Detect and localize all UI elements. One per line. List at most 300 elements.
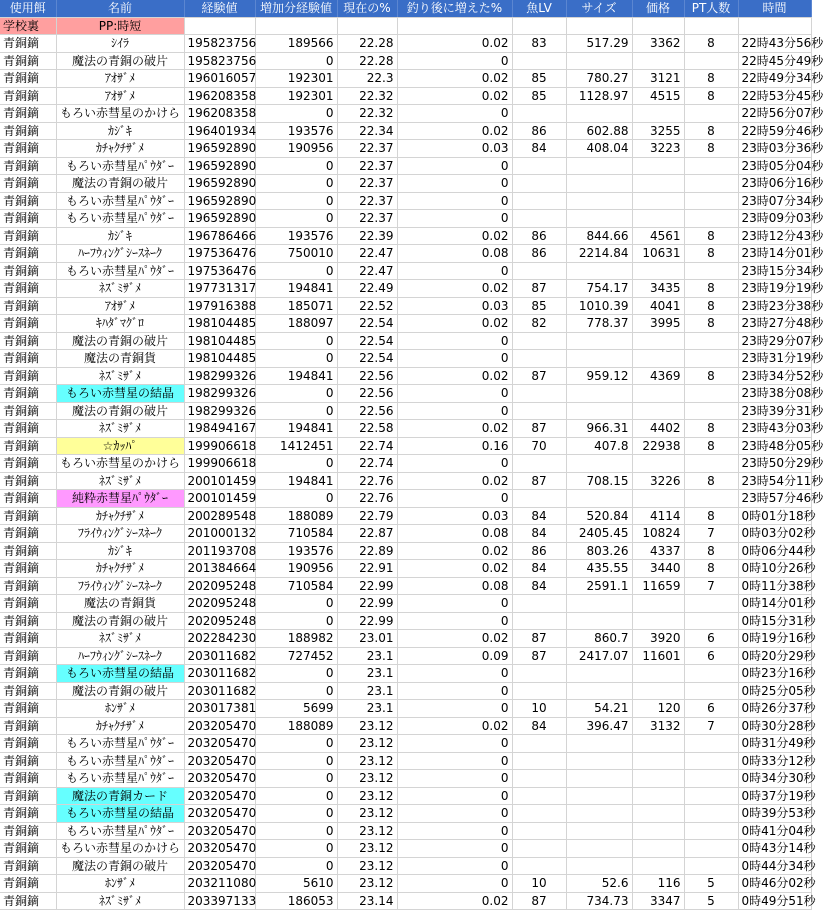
table-cell: 22.47	[337, 245, 397, 263]
table-cell: 3226	[632, 472, 684, 490]
table-cell: 54.21	[566, 700, 632, 718]
table-cell: 23.1	[337, 700, 397, 718]
table-cell: 0時26分37秒	[738, 700, 811, 718]
table-cell: 197536476	[184, 245, 255, 263]
table-cell	[512, 350, 566, 368]
table-cell: 5610	[255, 875, 337, 893]
table-cell: 青銅鏑	[0, 560, 56, 578]
table-cell: 85	[512, 87, 566, 105]
table-cell: 23.12	[337, 735, 397, 753]
table-cell: ﾈｽﾞﾐｻﾞﾒ	[56, 472, 184, 490]
table-cell: 186053	[255, 892, 337, 910]
table-cell: ｶｼﾞｷ	[56, 122, 184, 140]
table-cell: 23時09分03秒	[738, 210, 811, 228]
table-cell: 23時57分46秒	[738, 490, 811, 508]
table-cell: 0.02	[397, 472, 512, 490]
table-row	[0, 892, 811, 910]
table-cell: 200101459	[184, 490, 255, 508]
table-cell: 23時31分19秒	[738, 350, 811, 368]
table-cell	[684, 595, 738, 613]
table-cell: もろい赤彗星ﾊﾟｳﾀﾞｰ	[56, 192, 184, 210]
table-cell: 860.7	[566, 630, 632, 648]
table-cell: 3435	[632, 280, 684, 298]
table-cell: 189566	[255, 35, 337, 53]
table-cell	[512, 595, 566, 613]
table-cell	[512, 192, 566, 210]
table-cell: 86	[512, 245, 566, 263]
table-cell: 0時03分02秒	[738, 525, 811, 543]
table-cell: 83	[512, 35, 566, 53]
table-cell: 0時31分49秒	[738, 735, 811, 753]
table-cell: 84	[512, 507, 566, 525]
table-cell: もろい赤彗星ﾊﾟｳﾀﾞｰ	[56, 735, 184, 753]
table-cell: 23.12	[337, 875, 397, 893]
table-cell: 734.73	[566, 892, 632, 910]
table-cell: 196592890	[184, 175, 255, 193]
table-cell: ｶﾁｬｸﾁｻﾞﾒ	[56, 507, 184, 525]
table-cell	[632, 332, 684, 350]
table-cell: 0	[255, 612, 337, 630]
table-cell: 8	[684, 472, 738, 490]
table-cell: 青銅鏑	[0, 157, 56, 175]
header-current-percent: 現在の%	[337, 0, 397, 17]
table-cell: 197731317	[184, 280, 255, 298]
table-cell: もろい赤彗星ﾊﾟｳﾀﾞｰ	[56, 262, 184, 280]
table-cell: 84	[512, 525, 566, 543]
table-cell: 188089	[255, 717, 337, 735]
table-cell: ｶｼﾞｷ	[56, 227, 184, 245]
table-cell: 22.37	[337, 140, 397, 158]
table-cell: 520.84	[566, 507, 632, 525]
table-cell	[566, 52, 632, 70]
table-cell: 0	[255, 857, 337, 875]
table-cell: 22時59分46秒	[738, 122, 811, 140]
table-cell: もろい赤彗星のかけら	[56, 840, 184, 858]
table-cell: 0時06分44秒	[738, 542, 811, 560]
table-cell: 0	[255, 735, 337, 753]
pp-mode-cell: PP:時短	[56, 17, 184, 35]
table-cell: 1128.97	[566, 87, 632, 105]
table-cell: 青銅鏑	[0, 787, 56, 805]
table-cell	[512, 612, 566, 630]
table-cell: 844.66	[566, 227, 632, 245]
table-cell	[632, 402, 684, 420]
table-row	[0, 822, 811, 840]
table-cell: 4561	[632, 227, 684, 245]
table-cell: 198299326	[184, 385, 255, 403]
table-cell: 86	[512, 122, 566, 140]
table-cell: 120	[632, 700, 684, 718]
table-cell: 0	[255, 105, 337, 123]
table-cell: 435.55	[566, 560, 632, 578]
table-cell: もろい赤彗星ﾊﾟｳﾀﾞｰ	[56, 752, 184, 770]
table-cell: 86	[512, 542, 566, 560]
table-cell: 0	[397, 210, 512, 228]
table-cell: 0時14分01秒	[738, 595, 811, 613]
table-cell: 0	[255, 787, 337, 805]
table-cell	[684, 682, 738, 700]
table-row	[0, 192, 811, 210]
table-cell: 0時43分14秒	[738, 840, 811, 858]
table-cell: 22.99	[337, 595, 397, 613]
table-row	[0, 455, 811, 473]
table-cell: 203205470	[184, 805, 255, 823]
table-cell: 青銅鏑	[0, 350, 56, 368]
table-cell	[566, 857, 632, 875]
table-cell: 0	[397, 402, 512, 420]
table-cell	[684, 105, 738, 123]
table-cell: 2591.1	[566, 577, 632, 595]
table-cell: 196592890	[184, 157, 255, 175]
table-cell: 0.02	[397, 35, 512, 53]
table-cell: 196016057	[184, 70, 255, 88]
table-cell: 602.88	[566, 122, 632, 140]
table-cell: 198104485	[184, 315, 255, 333]
table-cell: 22時43分56秒	[738, 35, 811, 53]
table-cell: 0	[255, 770, 337, 788]
location-cell: 学校裏	[0, 17, 56, 35]
table-cell: 青銅鏑	[0, 455, 56, 473]
table-cell	[684, 840, 738, 858]
table-row	[0, 332, 811, 350]
table-cell: 0	[397, 52, 512, 70]
table-cell: 4114	[632, 507, 684, 525]
table-cell	[632, 157, 684, 175]
table-cell: 青銅鏑	[0, 140, 56, 158]
table-cell: 11659	[632, 577, 684, 595]
table-cell	[566, 735, 632, 753]
table-cell: 22.32	[337, 87, 397, 105]
table-cell: 8	[684, 122, 738, 140]
header-experience: 経験値	[184, 0, 255, 17]
table-cell: 0.02	[397, 560, 512, 578]
table-cell: 7	[684, 525, 738, 543]
table-cell: 203205470	[184, 752, 255, 770]
table-cell: 22.37	[337, 210, 397, 228]
table-cell	[684, 350, 738, 368]
table-cell: 199906618	[184, 455, 255, 473]
table-cell: 0	[255, 822, 337, 840]
table-cell	[632, 682, 684, 700]
table-cell: 23時50分29秒	[738, 455, 811, 473]
table-cell: 3362	[632, 35, 684, 53]
table-cell: 0	[255, 490, 337, 508]
table-cell: 0	[255, 752, 337, 770]
table-cell	[566, 210, 632, 228]
table-cell: 0	[255, 595, 337, 613]
table-cell: 195823756	[184, 52, 255, 70]
table-cell	[684, 857, 738, 875]
table-cell: 70	[512, 437, 566, 455]
table-cell: 青銅鏑	[0, 402, 56, 420]
table-cell: 203205470	[184, 770, 255, 788]
table-cell: 0	[255, 455, 337, 473]
table-row	[0, 140, 811, 158]
table-cell: 0	[397, 612, 512, 630]
table-row	[0, 595, 811, 613]
table-cell: 0.02	[397, 122, 512, 140]
table-cell	[684, 822, 738, 840]
table-cell	[632, 192, 684, 210]
table-cell: 0	[397, 455, 512, 473]
table-cell: 87	[512, 647, 566, 665]
table-cell: 0時46分02秒	[738, 875, 811, 893]
table-cell	[566, 455, 632, 473]
header-fish-level: 魚LV	[512, 0, 566, 17]
table-row	[0, 367, 811, 385]
table-cell: 魔法の青銅の破片	[56, 402, 184, 420]
table-cell: 0時23分16秒	[738, 665, 811, 683]
table-cell: もろい赤彗星ﾊﾟｳﾀﾞｰ	[56, 822, 184, 840]
table-cell: 青銅鏑	[0, 682, 56, 700]
table-cell	[512, 52, 566, 70]
table-cell: 197916388	[184, 297, 255, 315]
table-cell: 0時30分28秒	[738, 717, 811, 735]
table-cell: 202284230	[184, 630, 255, 648]
table-cell: 青銅鏑	[0, 315, 56, 333]
table-cell: 196592890	[184, 192, 255, 210]
table-cell: 22.99	[337, 612, 397, 630]
table-cell: 0	[397, 875, 512, 893]
table-cell: 203205470	[184, 857, 255, 875]
table-row	[0, 420, 811, 438]
table-row	[0, 577, 811, 595]
table-cell: 22.47	[337, 262, 397, 280]
table-cell	[632, 175, 684, 193]
header-percent-gain: 釣り後に増えた%	[397, 0, 512, 17]
table-cell: 202095248	[184, 577, 255, 595]
table-row	[0, 227, 811, 245]
table-cell: ﾈｽﾞﾐｻﾞﾒ	[56, 280, 184, 298]
table-cell	[512, 402, 566, 420]
table-cell	[566, 332, 632, 350]
table-cell: 0	[255, 385, 337, 403]
table-cell: 0	[255, 210, 337, 228]
table-cell: 青銅鏑	[0, 892, 56, 910]
table-row	[0, 350, 811, 368]
table-cell: 22938	[632, 437, 684, 455]
table-cell: 202095248	[184, 612, 255, 630]
table-cell: 0.02	[397, 70, 512, 88]
table-cell: 23.12	[337, 822, 397, 840]
table-cell: 8	[684, 245, 738, 263]
table-row	[0, 612, 811, 630]
table-cell: 22.99	[337, 577, 397, 595]
table-cell: 85	[512, 297, 566, 315]
table-cell: 23.01	[337, 630, 397, 648]
table-cell: 青銅鏑	[0, 490, 56, 508]
table-cell: 0	[397, 700, 512, 718]
table-cell: ﾌﾗｲｳｨﾝｸﾞｼｰｽﾈｰｸ	[56, 525, 184, 543]
table-cell: 199906618	[184, 437, 255, 455]
table-cell: 0.02	[397, 630, 512, 648]
table-cell: 23.1	[337, 647, 397, 665]
table-cell: 3920	[632, 630, 684, 648]
table-cell: 0時39分53秒	[738, 805, 811, 823]
table-cell: 10	[512, 875, 566, 893]
table-cell: 22.58	[337, 420, 397, 438]
table-cell: 3347	[632, 892, 684, 910]
table-cell: 0	[397, 752, 512, 770]
table-cell: 青銅鏑	[0, 420, 56, 438]
table-cell: もろい赤彗星のかけら	[56, 105, 184, 123]
table-cell: 0.03	[397, 507, 512, 525]
table-cell: 8	[684, 70, 738, 88]
table-cell	[632, 612, 684, 630]
table-cell: 青銅鏑	[0, 35, 56, 53]
table-cell: 188982	[255, 630, 337, 648]
table-cell: 201193708	[184, 542, 255, 560]
table-cell	[684, 805, 738, 823]
table-cell: 純粋赤彗星ﾊﾟｳﾀﾞｰ	[56, 490, 184, 508]
table-cell	[566, 157, 632, 175]
table-cell: 198494167	[184, 420, 255, 438]
table-cell: 0	[255, 52, 337, 70]
table-cell: 196401934	[184, 122, 255, 140]
table-cell: 青銅鏑	[0, 630, 56, 648]
table-cell: 5	[684, 875, 738, 893]
table-cell: 0.08	[397, 245, 512, 263]
table-cell: 22.54	[337, 315, 397, 333]
table-cell: 4337	[632, 542, 684, 560]
table-cell: 青銅鏑	[0, 822, 56, 840]
table-row	[0, 472, 811, 490]
table-cell: 3223	[632, 140, 684, 158]
table-cell: 0	[397, 840, 512, 858]
table-cell: 0時44分34秒	[738, 857, 811, 875]
table-cell: 5699	[255, 700, 337, 718]
table-cell	[566, 192, 632, 210]
table-cell: 2417.07	[566, 647, 632, 665]
table-cell: 196208358	[184, 105, 255, 123]
table-cell: 3121	[632, 70, 684, 88]
table-cell: 22.37	[337, 175, 397, 193]
table-cell: 23時48分05秒	[738, 437, 811, 455]
table-cell: 23.1	[337, 665, 397, 683]
table-cell	[632, 52, 684, 70]
table-cell: 22.87	[337, 525, 397, 543]
table-cell: 22.79	[337, 507, 397, 525]
table-cell	[684, 612, 738, 630]
table-cell	[632, 490, 684, 508]
table-row	[0, 700, 811, 718]
table-cell: 23.12	[337, 752, 397, 770]
table-cell	[684, 665, 738, 683]
table-cell	[684, 402, 738, 420]
table-cell	[566, 770, 632, 788]
table-cell: ﾊｰﾌｳｨﾝｸﾞｼｰｽﾈｰｸ	[56, 647, 184, 665]
table-cell: 4402	[632, 420, 684, 438]
table-cell: 青銅鏑	[0, 507, 56, 525]
table-cell: 23時43分03秒	[738, 420, 811, 438]
table-cell: 0	[397, 175, 512, 193]
table-cell	[566, 490, 632, 508]
table-cell: 23時54分11秒	[738, 472, 811, 490]
table-cell: 8	[684, 315, 738, 333]
table-cell: 青銅鏑	[0, 245, 56, 263]
table-cell	[632, 822, 684, 840]
table-cell: 193576	[255, 122, 337, 140]
table-cell: 0	[397, 105, 512, 123]
table-cell	[566, 385, 632, 403]
table-cell: 0時33分12秒	[738, 752, 811, 770]
table-cell: 8	[684, 297, 738, 315]
table-cell	[566, 402, 632, 420]
header-exp-gain: 増加分経験値	[255, 0, 337, 17]
table-row	[0, 857, 811, 875]
table-cell: 23.12	[337, 787, 397, 805]
table-cell: 0	[397, 385, 512, 403]
table-cell: 0	[255, 350, 337, 368]
header-name: 名前	[56, 0, 184, 17]
table-cell: 198299326	[184, 402, 255, 420]
table-cell: 23時07分34秒	[738, 192, 811, 210]
table-cell	[512, 752, 566, 770]
table-cell	[512, 455, 566, 473]
table-cell: 0	[397, 192, 512, 210]
table-cell: 8	[684, 542, 738, 560]
table-cell: 0	[255, 332, 337, 350]
table-cell: 青銅鏑	[0, 805, 56, 823]
table-cell: 0	[255, 262, 337, 280]
table-cell: 8	[684, 87, 738, 105]
table-cell: 0時41分04秒	[738, 822, 811, 840]
table-cell: ﾊｰﾌｳｨﾝｸﾞｼｰｽﾈｰｸ	[56, 245, 184, 263]
table-cell: 0.02	[397, 420, 512, 438]
table-cell: 22.54	[337, 332, 397, 350]
table-cell: 23.1	[337, 682, 397, 700]
table-cell: 青銅鏑	[0, 437, 56, 455]
table-row	[0, 157, 811, 175]
table-cell: 23.12	[337, 717, 397, 735]
table-cell: 10824	[632, 525, 684, 543]
table-cell: 188089	[255, 507, 337, 525]
table-row	[0, 385, 811, 403]
table-cell: ﾈｽﾞﾐｻﾞﾒ	[56, 892, 184, 910]
table-cell: 青銅鏑	[0, 122, 56, 140]
table-cell: 青銅鏑	[0, 52, 56, 70]
table-cell: もろい赤彗星の結晶	[56, 385, 184, 403]
table-cell	[632, 455, 684, 473]
table-cell: 203205470	[184, 822, 255, 840]
table-cell: 22.32	[337, 105, 397, 123]
table-cell: 750010	[255, 245, 337, 263]
table-row	[0, 35, 811, 53]
table-cell: 0	[397, 822, 512, 840]
table-cell: 10631	[632, 245, 684, 263]
table-cell: 0	[397, 682, 512, 700]
table-cell: 青銅鏑	[0, 542, 56, 560]
header-size: サイズ	[566, 0, 632, 17]
table-cell: 203011682	[184, 682, 255, 700]
table-row	[0, 245, 811, 263]
table-cell: 196592890	[184, 140, 255, 158]
table-cell: 3255	[632, 122, 684, 140]
table-cell: 192301	[255, 87, 337, 105]
table-cell: 青銅鏑	[0, 595, 56, 613]
table-row	[0, 490, 811, 508]
table-cell: 青銅鏑	[0, 665, 56, 683]
table-cell	[566, 682, 632, 700]
table-cell: 194841	[255, 280, 337, 298]
table-cell: 魔法の青銅の破片	[56, 332, 184, 350]
table-cell: 190956	[255, 140, 337, 158]
table-cell	[512, 840, 566, 858]
table-cell: 23.12	[337, 840, 397, 858]
table-cell	[632, 595, 684, 613]
table-cell: 22.76	[337, 472, 397, 490]
table-cell: 22時45分49秒	[738, 52, 811, 70]
